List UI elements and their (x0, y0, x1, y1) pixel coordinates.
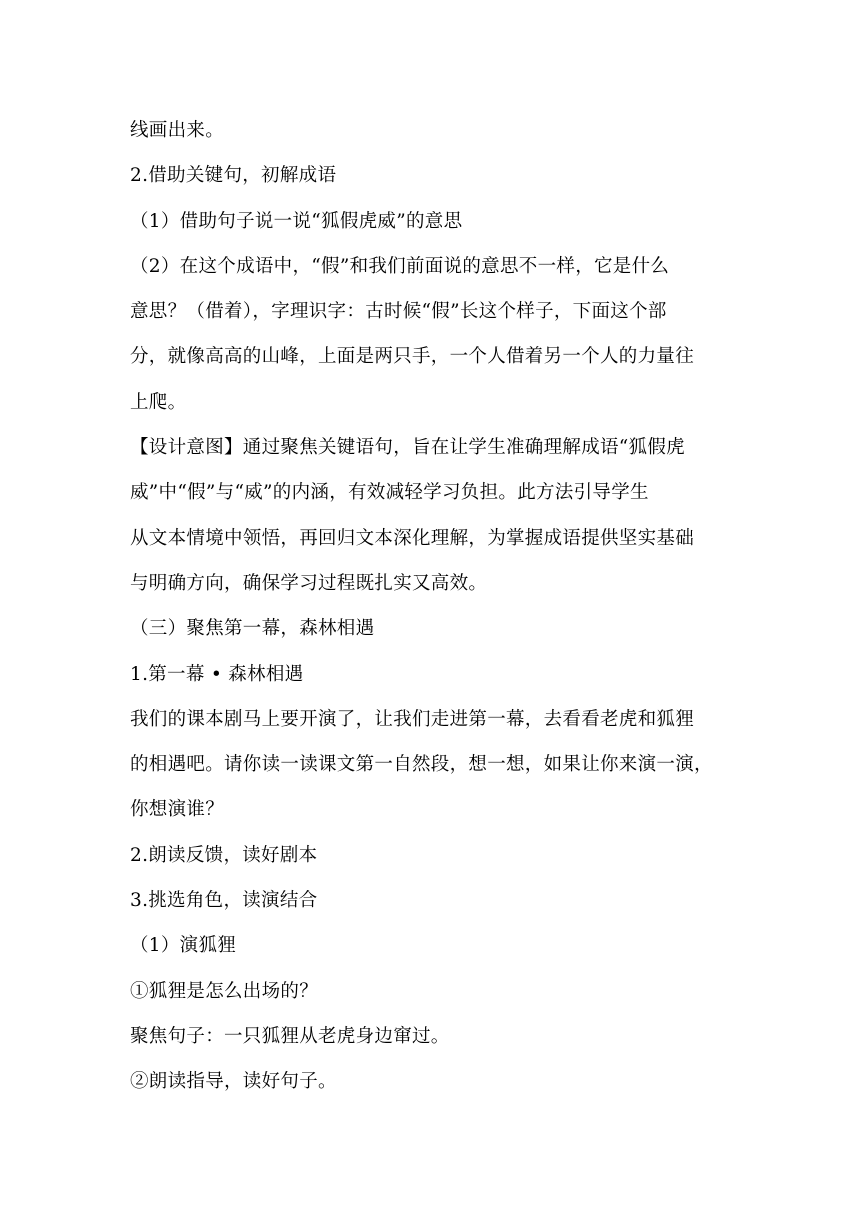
document-body (130, 108, 730, 1105)
text-line: （1）借助句子说一说“狐假虎威”的意思 (130, 210, 463, 232)
text-line: 意思？（借着），字理识字：古时候“假”长这个样子，下面这个部 (130, 301, 667, 323)
text-line: ①狐狸是怎么出场的？ (130, 980, 319, 1002)
design-intent-line: 【设计意图】通过聚焦关键语句，旨在让学生准确理解成语“狐假虎 (130, 437, 685, 459)
text-line: 分，就像高高的山峰，上面是两只手，一个人借着另一个人的力量往 (130, 346, 695, 368)
text-line: （2）在这个成语中，“假”和我们前面说的意思不一样，它是什么 (130, 255, 670, 277)
text-line: 我们的课本剧马上要开演了，让我们走进第一幕，去看看老虎和狐狸 (130, 708, 695, 730)
text-line: 的相遇吧。请你读一读课文第一自然段，想一想，如果让你来演一演， (130, 754, 713, 776)
section-heading: 1.第一幕 • 森林相遇 (130, 663, 304, 685)
text-line: 聚焦句子：一只狐狸从老虎身边窜过。 (130, 1025, 450, 1047)
section-heading: 2.朗读反馈，读好剧本 (130, 844, 318, 866)
text-line: （1）演狐狸 (130, 935, 237, 957)
section-heading: 2.借助关键句，初解成语 (130, 165, 337, 187)
text-line: ②朗读指导，读好句子。 (130, 1071, 337, 1093)
text-line: 上爬。 (130, 391, 187, 413)
design-intent-line: 与明确方向，确保学习过程既扎实又高效。 (130, 572, 488, 594)
section-heading: （三）聚焦第一幕，森林相遇 (130, 618, 375, 640)
text-line: 你想演谁？ (130, 799, 225, 821)
design-intent-line: 威”中“假”与“威”的内涵，有效减轻学习负担。此方法引导学生 (130, 482, 649, 504)
design-intent-line: 从文本情境中领悟，再回归文本深化理解，为掌握成语提供坚实基础 (130, 527, 695, 549)
text-line: 线画出来。 (130, 120, 225, 141)
section-heading: 3.挑选角色，读演结合 (130, 890, 318, 912)
